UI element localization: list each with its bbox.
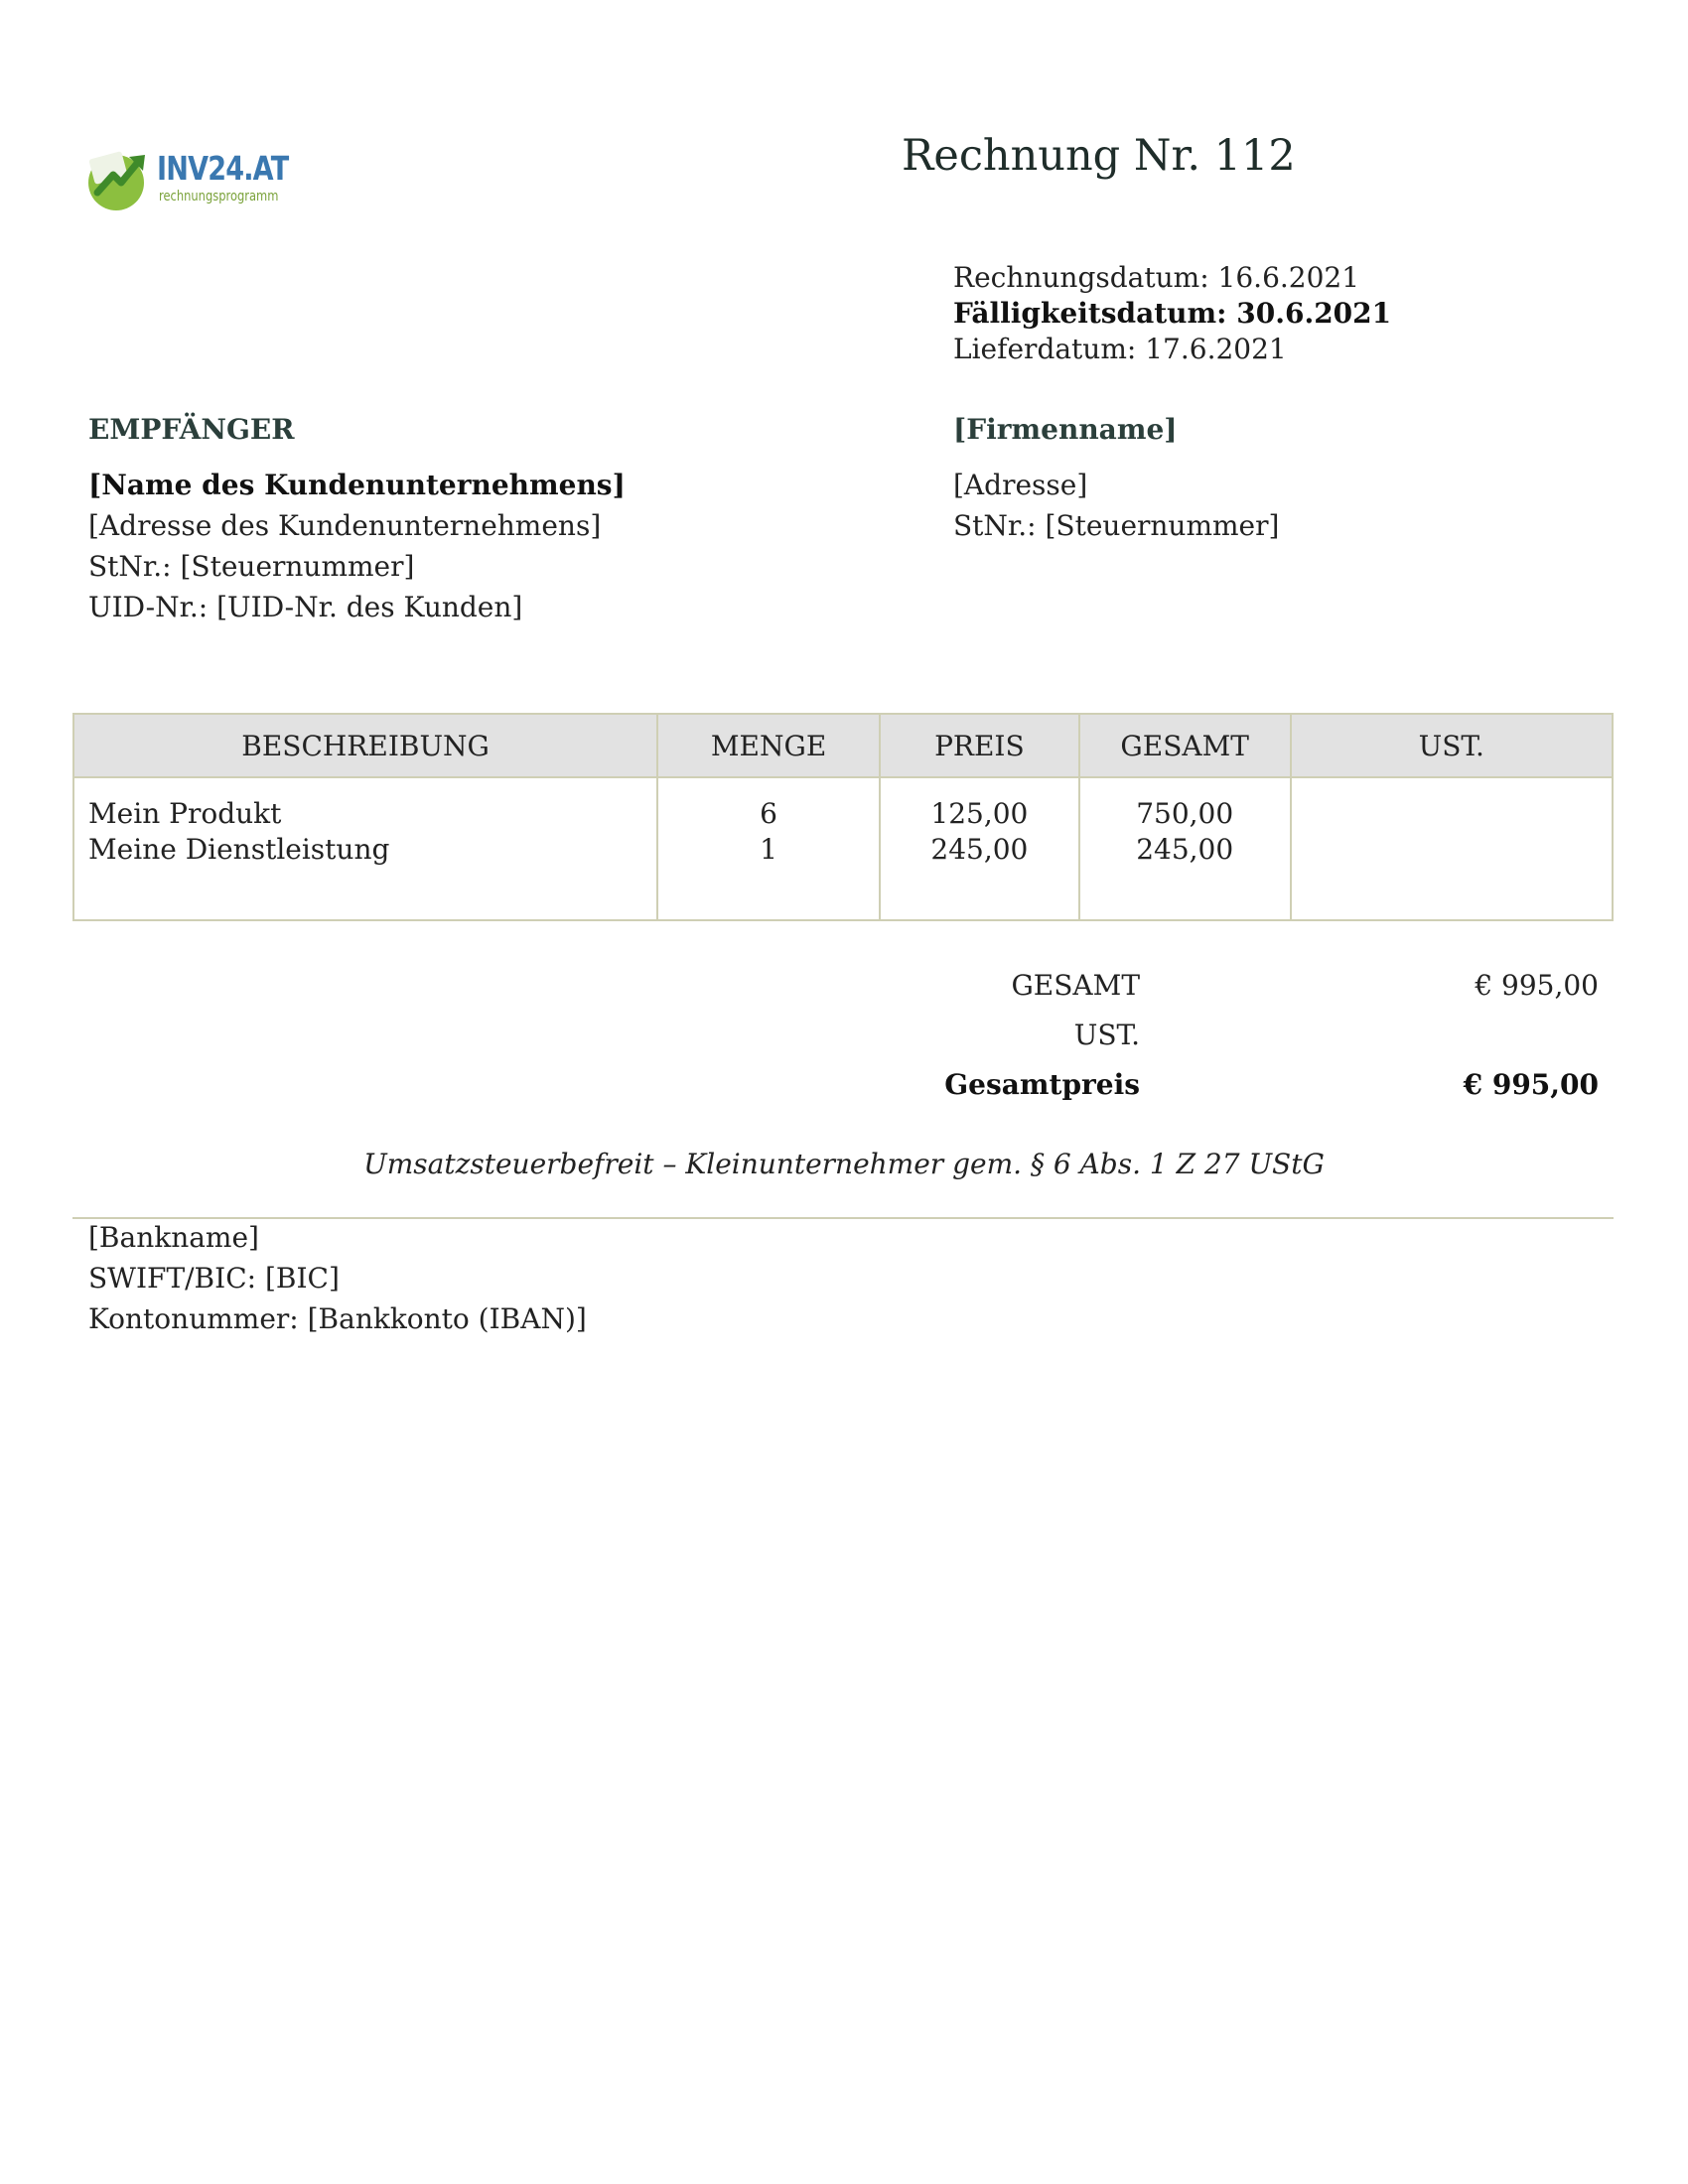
bank-name: [Bankname] xyxy=(88,1221,259,1254)
table-row xyxy=(73,777,1613,920)
logo xyxy=(83,143,302,218)
grand-total-row xyxy=(894,1068,1599,1118)
item-quantity: 6 xyxy=(760,797,777,830)
invoice-dates xyxy=(953,260,1391,367)
item-price: 245,00 xyxy=(930,833,1029,866)
header-total: GESAMT xyxy=(1079,714,1291,777)
recipient-heading: EMPFÄNGER xyxy=(88,413,295,446)
recipient-vat-id: UID-Nr.: [UID-Nr. des Kunden] xyxy=(88,591,523,623)
invoice-date: Rechnungsdatum: 16.6.2021 xyxy=(953,261,1360,294)
subtotal-value: € 995,00 xyxy=(1475,969,1599,1002)
delivery-date: Lieferdatum: 17.6.2021 xyxy=(953,333,1287,365)
recipient-tax-number: StNr.: [Steuernummer] xyxy=(88,550,415,583)
sender-company: [Firmenname] xyxy=(953,413,1178,446)
bank-swift: SWIFT/BIC: [BIC] xyxy=(88,1262,340,1295)
invoice-title: Rechnung Nr. 112 xyxy=(902,131,1296,181)
header-vat: UST. xyxy=(1291,714,1613,777)
total-cell xyxy=(1079,777,1291,920)
sender-address: [Adresse] xyxy=(953,469,1088,501)
item-price: 125,00 xyxy=(930,797,1029,830)
due-date: Fälligkeitsdatum: 30.6.2021 xyxy=(953,297,1392,330)
subtotal-row xyxy=(894,969,1599,1019)
description-cell xyxy=(73,777,657,920)
table-header-row xyxy=(73,714,1613,777)
recipient-address: [Adresse des Kundenunternehmens] xyxy=(88,509,602,542)
vat-cell xyxy=(1291,777,1613,920)
logo-icon xyxy=(83,145,153,214)
recipient-block xyxy=(88,465,626,627)
header-quantity: MENGE xyxy=(657,714,880,777)
sender-block xyxy=(953,465,1279,546)
item-total: 750,00 xyxy=(1136,797,1234,830)
item-description: Meine Dienstleistung xyxy=(88,833,390,866)
header-price: PREIS xyxy=(880,714,1079,777)
vat-row xyxy=(894,1019,1599,1068)
subtotal-label: GESAMT xyxy=(1011,969,1140,1002)
quantity-cell xyxy=(657,777,880,920)
grand-total-value: € 995,00 xyxy=(1463,1068,1599,1101)
logo-name: INV24.AT xyxy=(157,149,289,188)
items-table xyxy=(72,713,1614,921)
bank-details xyxy=(88,1217,587,1339)
logo-tagline: rechnungsprogramm xyxy=(159,189,279,205)
recipient-company: [Name des Kundenunternehmens] xyxy=(88,469,626,501)
tax-exemption-note: Umsatzsteuerbefreit – Kleinunternehmer gem. § 6 Abs. 1 Z 27 UStG xyxy=(363,1148,1325,1180)
item-total: 245,00 xyxy=(1136,833,1234,866)
item-quantity: 1 xyxy=(760,833,777,866)
grand-total-label: Gesamtpreis xyxy=(944,1068,1140,1101)
bank-account: Kontonummer: [Bankkonto (IBAN)] xyxy=(88,1302,587,1335)
item-description: Mein Produkt xyxy=(88,797,282,830)
header-description: BESCHREIBUNG xyxy=(73,714,657,777)
sender-tax-number: StNr.: [Steuernummer] xyxy=(953,509,1280,542)
vat-label: UST. xyxy=(1073,1019,1140,1051)
totals-block xyxy=(894,969,1599,1118)
price-cell xyxy=(880,777,1079,920)
